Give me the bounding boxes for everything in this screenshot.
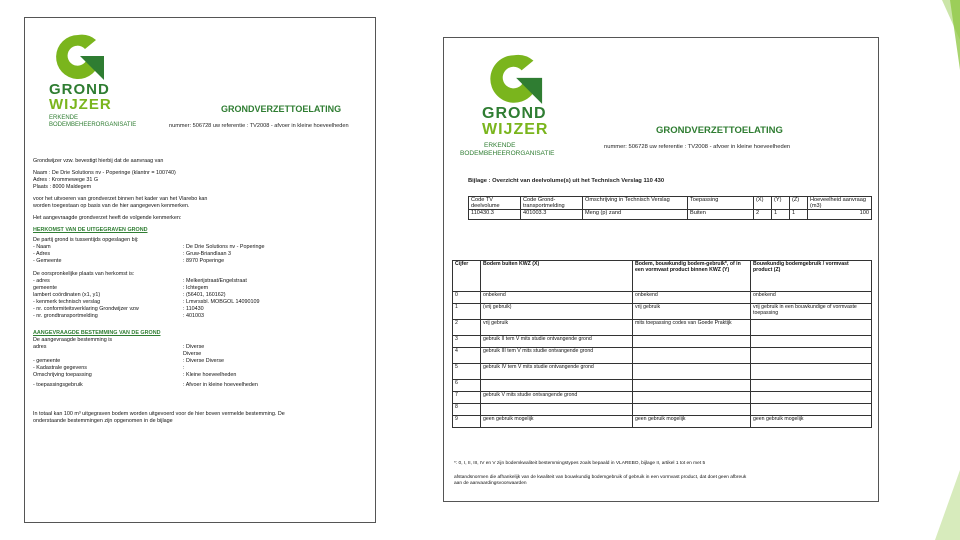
table-header-cell: Cijfer	[453, 261, 481, 292]
table-header-cell: Hoeveelheid aanvraag (m3)	[808, 197, 872, 210]
destination-row: Diverse	[183, 351, 202, 357]
table-row	[469, 210, 872, 220]
table-header-cell: Bodem, bouwkundig bodem-gebruik*, of in een vormvast product binnen KWZ (Y)	[633, 261, 751, 292]
intro-text: Grondwijzer vzw. bevestigt hierbij dat de aanvraag van	[33, 158, 164, 164]
footnote-line: aan de aanvaardingsvoorwaarden	[454, 481, 527, 486]
table-row: 6	[453, 380, 872, 392]
table-header-cell: Code Grond-transportmelding	[521, 197, 583, 210]
table-header-cell: Bouwkundig bodemgebruik / vormvast product (Z)	[751, 261, 872, 292]
table-header-row	[469, 197, 872, 210]
table-row: 9 geen gebruik mogelijk geen gebruik mogelijk geen gebruik mogelijk	[453, 416, 872, 428]
logo-erkende: ERKENDE	[49, 115, 79, 121]
table-header-row	[453, 261, 872, 292]
footnote-line: *: 0, I, II, III, IV en V zijn bodemkwaliteit bestemmingstypes zoals bepaald in VLAREBO, bijlage II, artikel 1 tot en met 5	[454, 461, 706, 466]
appendix-heading: Bijlage : Overzicht van deelvolume(s) uit het Technisch Verslag 110 430	[468, 178, 665, 184]
table-row: 7 gebruik V mits studie ontvangende grond	[453, 392, 872, 404]
table-header-cell: (Z)	[790, 197, 808, 210]
storage-row: - Gemeente : 8970 Poperinge	[33, 258, 225, 264]
origin-heading: De oorspronkelijke plaats van herkomst is:	[33, 271, 135, 277]
logo-wijzer: WIJZER	[49, 96, 112, 113]
table-row: 3 gebruik II tem V mits studie ontvangende grond	[453, 336, 872, 348]
paragraph-line: worden toegestaan op basis van de hier aangegeven kenmerken.	[33, 203, 190, 209]
document-page-appendix	[443, 37, 879, 502]
table-cell: 2	[754, 210, 772, 220]
grondwijzer-logo	[482, 52, 548, 138]
storage-row: - Adres : Gruw-Briandlaan 3	[33, 251, 231, 257]
destination-row: - gemeente : Diverse Diverse	[33, 358, 225, 364]
table-cell: Meng (p) zand	[583, 210, 688, 220]
g-logo-icon	[49, 32, 107, 82]
table-row: 8	[453, 404, 872, 416]
logo-org: BODEMBEHEERORGANISATIE	[460, 150, 555, 157]
deelvolume-table	[468, 196, 872, 220]
classification-table	[452, 260, 872, 428]
destination-row: - Kadastrale gegevens :	[33, 365, 185, 371]
table-row: 4 gebruik III tem V mits studie ontvangende grond	[453, 348, 872, 364]
closing-line: In totaal kan 100 m³ uitgegraven bodem worden uitgevoerd voor de hier boven vermelde bestemming. De	[33, 411, 285, 417]
logo-grond: GROND	[49, 81, 110, 98]
table-header-cell: Toepassing	[688, 197, 754, 210]
applicant-address: Adres : Krommewege 31 G	[33, 177, 99, 183]
logo-wijzer: WIJZER	[482, 121, 549, 138]
section-heading-origin: HERKOMST VAN DE UITGEGRAVEN GROND	[33, 227, 148, 233]
g-logo-icon	[482, 52, 546, 106]
footnote-line: afstandsnormen die afhankelijk van de kwaliteit van bouwkundig bodemgebruik of gebruik in een vormvast product, dat doet geen afbreuk	[454, 475, 747, 480]
storage-row: - Naam : De Drie Solutions nv - Poperinge	[33, 244, 265, 250]
origin-row: - adres : Melkerijstraat/Engelstraat	[33, 278, 247, 284]
reference-line: nummer: 506728 uw referentie : TV2008 - afvoer in kleine hoeveelheden	[604, 144, 791, 150]
applicant-name: Naam : De Drie Solutions nv - Poperinge (klantnr = 100740)	[33, 170, 176, 176]
table-row: 0 onbekend onbekend onbekend	[453, 292, 872, 304]
table-cell: 110430.3	[469, 210, 521, 220]
logo-grond: GROND	[482, 105, 547, 122]
origin-row: - kenmerk technisch verslag : Lmvrssbl. MOBGOL 14090109	[33, 299, 260, 305]
corner-decoration	[890, 0, 960, 540]
page-title: GRONDVERZETTOELATING	[656, 125, 783, 136]
reference-line: nummer: 506728 uw referentie : TV2008 - afvoer in kleine hoeveelheden	[169, 123, 349, 129]
table-row: 2 vrij gebruik mits toepassing codes van Goede Praktijk	[453, 320, 872, 336]
table-cell: Buiten	[688, 210, 754, 220]
table-cell: 1	[772, 210, 790, 220]
destination-row: adres : Diverse	[33, 344, 205, 350]
table-header-cell: Omschrijving in Technisch Verslag	[583, 197, 688, 210]
logo-org: BODEMBEHEERORGANISATIE	[49, 121, 137, 128]
page-title: GRONDVERZETTOELATING	[221, 104, 342, 114]
origin-row: lambert coördinaten (x1, y1) : (56401, 160162)	[33, 292, 226, 298]
destination-row: Omschrijving toepassing : Kleine hoeveelheden	[33, 372, 237, 378]
paragraph-line: voor het uitvoeren van grondverzet binnen het kader van het Vlarebo kan	[33, 196, 208, 202]
table-cell: 1	[790, 210, 808, 220]
applicant-place: Plaats : 8000 Maldegem	[33, 184, 92, 190]
table-cell: 401003.3	[521, 210, 583, 220]
destination-heading: De aangevraagde bestemming is	[33, 337, 113, 343]
origin-row: - nr. conformiteitsverklaring Grondwijzer vzw : 110430	[33, 306, 204, 312]
origin-row: - nr. grondtransportmelding : 401003	[33, 313, 204, 319]
storage-heading: De partij grond is tussentijds opgeslagen bij:	[33, 237, 139, 243]
origin-row: gemeente : Ichtegem	[33, 285, 209, 291]
intro-block	[33, 158, 367, 425]
section-heading-destination: AANGEVRAAGDE BESTEMMING VAN DE GROND	[33, 330, 161, 336]
closing-line: onderstaande bestemmingen zijn opgenomen in de bijlage	[33, 418, 173, 424]
table-row: 5 gebruik IV tem V mits studie ontvangende grond	[453, 364, 872, 380]
grondwijzer-logo	[49, 32, 136, 128]
table-header-cell: (Y)	[772, 197, 790, 210]
table-cell: 100	[808, 210, 872, 220]
logo-erkende: ERKENDE	[484, 142, 516, 149]
table-header-cell: Code TV deelvolume	[469, 197, 521, 210]
paragraph-line: Het aangevraagde grondverzet heeft de volgende kenmerken:	[33, 215, 182, 221]
table-header-cell: Bodem buiten KWZ (X)	[481, 261, 633, 292]
document-page-main	[24, 17, 376, 523]
table-header-cell: (X)	[754, 197, 772, 210]
destination-row: - toepassingsgebruik : Afvoer in kleine hoeveelheden	[33, 382, 258, 388]
table-row: 1 (vrij gebruik) vrij gebruik vrij gebruik in een bouwkundige of vormvaste toepassing	[453, 304, 872, 320]
